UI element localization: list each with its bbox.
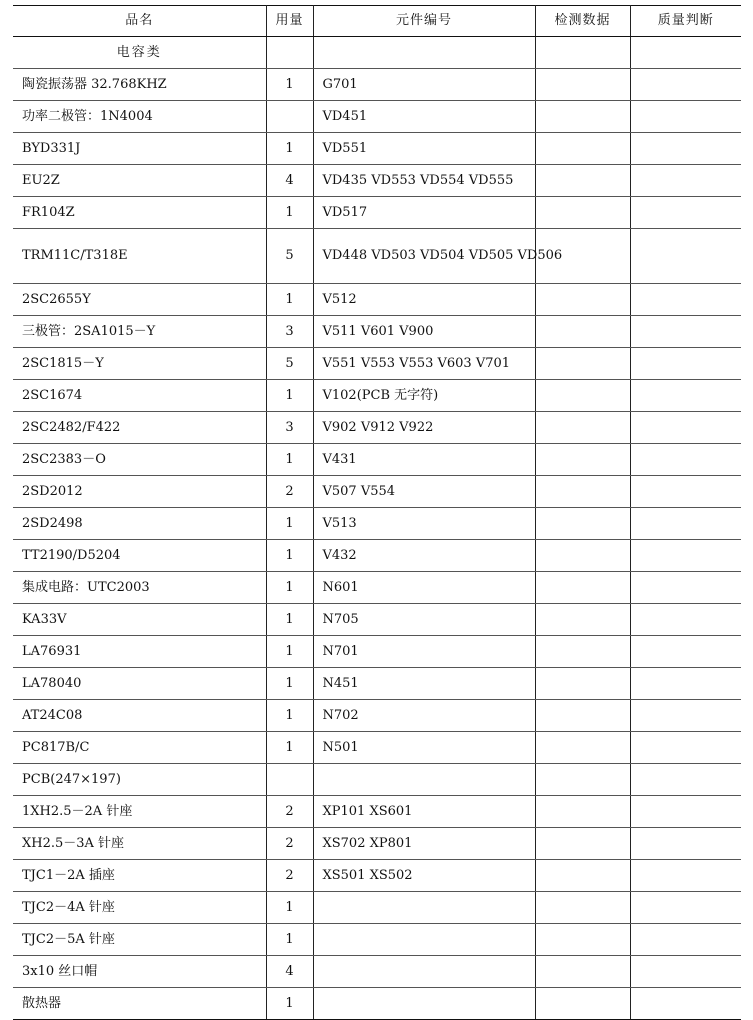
cell-judge	[630, 924, 741, 956]
cell-judge	[630, 636, 741, 668]
cell-judge	[630, 133, 741, 165]
cell-judge	[630, 348, 741, 380]
cell-name: TJC2－4A 针座	[13, 892, 266, 924]
cell-name: 2SC2655Y	[13, 284, 266, 316]
cell-refs: XS702 XP801	[313, 828, 535, 860]
cell-name: TRM11C/T318E	[13, 229, 266, 284]
cell-refs: N701	[313, 636, 535, 668]
cell-qty: 1	[266, 444, 313, 476]
cell-data	[535, 476, 630, 508]
table-row	[13, 197, 741, 229]
cell-data	[535, 69, 630, 101]
cell-refs: G701	[313, 69, 535, 101]
table-row	[13, 956, 741, 988]
cell-judge	[630, 101, 741, 133]
cell-refs	[313, 37, 535, 69]
cell-qty: 1	[266, 636, 313, 668]
cell-qty	[266, 101, 313, 133]
cell-name: 2SC2482/F422	[13, 412, 266, 444]
cell-data	[535, 796, 630, 828]
cell-refs	[313, 956, 535, 988]
cell-qty	[266, 37, 313, 69]
cell-judge	[630, 828, 741, 860]
table-row	[13, 444, 741, 476]
cell-data	[535, 412, 630, 444]
cell-refs: VD517	[313, 197, 535, 229]
cell-name: XH2.5－3A 针座	[13, 828, 266, 860]
cell-refs	[313, 924, 535, 956]
cell-judge	[630, 229, 741, 284]
cell-name: BYD331J	[13, 133, 266, 165]
cell-judge	[630, 69, 741, 101]
table-row	[13, 636, 741, 668]
cell-refs: V432	[313, 540, 535, 572]
cell-name: TJC2－5A 针座	[13, 924, 266, 956]
cell-qty: 1	[266, 284, 313, 316]
table-row	[13, 540, 741, 572]
cell-data	[535, 101, 630, 133]
cell-refs: N451	[313, 668, 535, 700]
cell-qty: 1	[266, 380, 313, 412]
cell-name: TJC1－2A 插座	[13, 860, 266, 892]
table-row	[13, 924, 741, 956]
cell-data	[535, 348, 630, 380]
cell-data	[535, 764, 630, 796]
table-row	[13, 860, 741, 892]
cell-name: EU2Z	[13, 165, 266, 197]
cell-judge	[630, 508, 741, 540]
cell-refs: VD435 VD553 VD554 VD555	[313, 165, 535, 197]
cell-data	[535, 732, 630, 764]
table-row	[13, 828, 741, 860]
table-row	[13, 229, 741, 284]
cell-data	[535, 988, 630, 1020]
cell-data	[535, 668, 630, 700]
cell-judge	[630, 380, 741, 412]
cell-judge	[630, 988, 741, 1020]
cell-refs: V431	[313, 444, 535, 476]
cell-data	[535, 860, 630, 892]
cell-qty: 4	[266, 956, 313, 988]
cell-judge	[630, 732, 741, 764]
table-row	[13, 412, 741, 444]
cell-qty: 1	[266, 572, 313, 604]
cell-qty: 5	[266, 348, 313, 380]
header-row	[13, 6, 741, 37]
cell-data	[535, 700, 630, 732]
cell-data	[535, 508, 630, 540]
cell-name: 3x10 丝口帽	[13, 956, 266, 988]
table-body	[13, 37, 741, 1020]
cell-data	[535, 316, 630, 348]
cell-qty: 1	[266, 540, 313, 572]
table-row	[13, 165, 741, 197]
cell-data	[535, 37, 630, 69]
cell-data	[535, 540, 630, 572]
table-row	[13, 796, 741, 828]
cell-judge	[630, 316, 741, 348]
cell-refs: N601	[313, 572, 535, 604]
cell-name: 电容类	[13, 37, 266, 69]
cell-judge	[630, 668, 741, 700]
cell-data	[535, 284, 630, 316]
cell-qty: 1	[266, 924, 313, 956]
cell-data	[535, 828, 630, 860]
cell-qty: 1	[266, 700, 313, 732]
cell-qty: 2	[266, 860, 313, 892]
cell-judge	[630, 165, 741, 197]
cell-refs: XP101 XS601	[313, 796, 535, 828]
cell-refs: N702	[313, 700, 535, 732]
header-data: 检测数据	[535, 6, 630, 37]
cell-refs: V507 V554	[313, 476, 535, 508]
parts-table	[13, 5, 741, 1020]
cell-name: 集成电路：UTC2003	[13, 572, 266, 604]
cell-refs: V102(PCB 无字符)	[313, 380, 535, 412]
table-row	[13, 732, 741, 764]
table-row	[13, 69, 741, 101]
cell-data	[535, 572, 630, 604]
table-row	[13, 380, 741, 412]
cell-judge	[630, 796, 741, 828]
cell-refs: VD448 VD503 VD504 VD505 VD506	[313, 229, 535, 284]
cell-name: 2SD2498	[13, 508, 266, 540]
cell-judge	[630, 412, 741, 444]
table-row	[13, 892, 741, 924]
cell-qty: 5	[266, 229, 313, 284]
cell-judge	[630, 444, 741, 476]
cell-qty	[266, 764, 313, 796]
cell-qty: 1	[266, 604, 313, 636]
cell-judge	[630, 700, 741, 732]
table-row	[13, 37, 741, 69]
header-refs: 元件编号	[313, 6, 535, 37]
cell-name: LA78040	[13, 668, 266, 700]
cell-judge	[630, 540, 741, 572]
cell-name: 功率二极管：1N4004	[13, 101, 266, 133]
table-row	[13, 101, 741, 133]
table-row	[13, 284, 741, 316]
cell-name: FR104Z	[13, 197, 266, 229]
cell-name: PC817B/C	[13, 732, 266, 764]
cell-qty: 1	[266, 892, 313, 924]
cell-data	[535, 924, 630, 956]
cell-judge	[630, 764, 741, 796]
table-row	[13, 508, 741, 540]
cell-qty: 1	[266, 508, 313, 540]
cell-refs	[313, 764, 535, 796]
table-row	[13, 700, 741, 732]
table-row	[13, 988, 741, 1020]
cell-judge	[630, 284, 741, 316]
cell-refs: N501	[313, 732, 535, 764]
cell-qty: 1	[266, 197, 313, 229]
cell-name: 1XH2.5－2A 针座	[13, 796, 266, 828]
cell-judge	[630, 476, 741, 508]
cell-refs: V902 V912 V922	[313, 412, 535, 444]
cell-refs: V512	[313, 284, 535, 316]
cell-name: 2SC1815－Y	[13, 348, 266, 380]
cell-name: 2SC2383－O	[13, 444, 266, 476]
cell-refs: XS501 XS502	[313, 860, 535, 892]
cell-qty: 1	[266, 988, 313, 1020]
cell-data	[535, 380, 630, 412]
cell-refs: VD451	[313, 101, 535, 133]
cell-qty: 1	[266, 69, 313, 101]
cell-refs: V551 V553 V553 V603 V701	[313, 348, 535, 380]
cell-refs: VD551	[313, 133, 535, 165]
cell-name: 散热器	[13, 988, 266, 1020]
table-row	[13, 572, 741, 604]
cell-qty: 1	[266, 732, 313, 764]
cell-data	[535, 133, 630, 165]
cell-name: 2SD2012	[13, 476, 266, 508]
cell-data	[535, 197, 630, 229]
cell-qty: 2	[266, 796, 313, 828]
cell-name: 陶瓷振荡器 32.768KHZ	[13, 69, 266, 101]
cell-refs	[313, 892, 535, 924]
cell-name: KA33V	[13, 604, 266, 636]
cell-qty: 3	[266, 412, 313, 444]
cell-qty: 2	[266, 828, 313, 860]
cell-judge	[630, 37, 741, 69]
header-qty: 用量	[266, 6, 313, 37]
cell-qty: 1	[266, 668, 313, 700]
table-row	[13, 764, 741, 796]
cell-name: PCB(247×197)	[13, 764, 266, 796]
header-judge: 质量判断	[630, 6, 741, 37]
cell-data	[535, 892, 630, 924]
cell-qty: 4	[266, 165, 313, 197]
cell-data	[535, 165, 630, 197]
table-row	[13, 316, 741, 348]
cell-data	[535, 444, 630, 476]
cell-judge	[630, 892, 741, 924]
cell-refs	[313, 988, 535, 1020]
cell-judge	[630, 572, 741, 604]
table-row	[13, 133, 741, 165]
cell-judge	[630, 197, 741, 229]
cell-qty: 1	[266, 133, 313, 165]
cell-name: 三极管：2SA1015－Y	[13, 316, 266, 348]
table-header	[13, 6, 741, 37]
table-row	[13, 604, 741, 636]
cell-qty: 2	[266, 476, 313, 508]
table-row	[13, 348, 741, 380]
cell-qty: 3	[266, 316, 313, 348]
cell-name: TT2190/D5204	[13, 540, 266, 572]
cell-refs: V511 V601 V900	[313, 316, 535, 348]
cell-refs: N705	[313, 604, 535, 636]
cell-judge	[630, 860, 741, 892]
cell-data	[535, 636, 630, 668]
cell-name: AT24C08	[13, 700, 266, 732]
cell-name: 2SC1674	[13, 380, 266, 412]
cell-judge	[630, 604, 741, 636]
cell-refs: V513	[313, 508, 535, 540]
header-name: 品名	[13, 6, 266, 37]
cell-name: LA76931	[13, 636, 266, 668]
table-row	[13, 476, 741, 508]
table-row	[13, 668, 741, 700]
cell-data	[535, 956, 630, 988]
cell-judge	[630, 956, 741, 988]
cell-data	[535, 604, 630, 636]
